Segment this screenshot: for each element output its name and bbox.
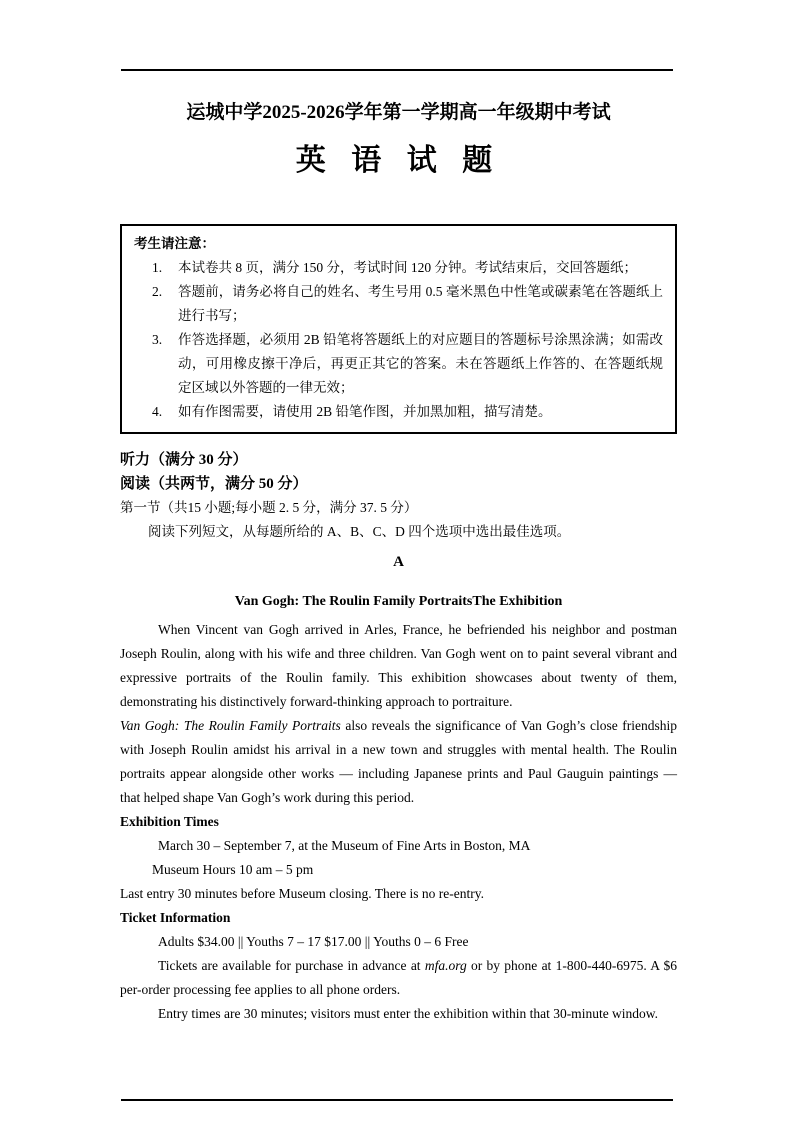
exam-subject-title: 英 语 试 题 — [295, 144, 502, 177]
listening-section-heading: 听力（满分 30 分） — [120, 452, 248, 468]
mfa-org-text: mfa.org — [424, 958, 467, 973]
reading-instruction-line: 阅读下列短文，从每题所给的 A、B、C、D 四个选项中选出最佳选项。 — [148, 524, 571, 539]
ticket-prices-line: Adults $34.00 || Youths 7 – 17 $17.00 || Youths 0 – 6 Free — [158, 934, 469, 949]
ticket-purchase-pre: Tickets are available for purchase in advance at — [158, 958, 425, 973]
notice-item-number: 3. — [152, 332, 163, 347]
entry-times-line: Entry times are 30 minutes; visitors must enter the exhibition within that 30-minute window. — [158, 1006, 659, 1021]
museum-hours-line: Museum Hours 10 am – 5 pm — [152, 862, 314, 877]
bottom-rule — [121, 1099, 673, 1101]
notice-item-1 — [152, 256, 663, 280]
notice-item-text: 本试卷共 8 页，满分 150 分，考试时间 120 分钟。考试结束后，交回答题纸； — [178, 260, 637, 275]
notice-item-text: 答题前，请务必将自己的姓名、考生号用 0.5 毫米黑色中性笔或碳素笔在答题纸上进行书写； — [178, 284, 663, 323]
notice-item-number: 1. — [152, 260, 163, 275]
ticket-purchase-post: or by phone at 1-800-440-6975. A $6 per-order processing fee applies to all phone orders. — [120, 958, 678, 997]
notice-item-text: 作答选择题，必须用 2B 铅笔将答题纸上的对应题目的答题标号涂黑涂满；如需改动，可用橡皮擦干净后，再更正其它的答案。未在答题纸上作答的、在答题纸规定区域以外答题的一律无效； — [178, 332, 663, 395]
passage-label: A — [393, 554, 404, 570]
passage-paragraph-2-text: also reveals the significance of Van Gogh’s close friendship with Joseph Roulin amidst his arrival in a new town and struggles with mental health. The Roulin portraits appear alongside other works — including Japanese prints and Paul Gauguin paintings — that helped shape Van Gogh’s work during this period. — [120, 718, 677, 805]
notice-item-number: 2. — [152, 284, 163, 299]
candidate-notice-box — [120, 224, 677, 434]
top-rule — [121, 69, 673, 71]
exhibition-times-heading: Exhibition Times — [120, 814, 219, 829]
notice-item-number: 4. — [152, 404, 163, 419]
exam-header-line: 运城中学2025-2026学年第一学期高一年级期中考试 — [186, 102, 611, 123]
passage-paragraph-1: When Vincent van Gogh arrived in Arles, France, he befriended his neighbor and postman Joseph Roulin, along with his wife and three children. Van Gogh went on to paint several vibrant and expressive portraits of the Roulin family. This exhibition showcases about twenty of them, demonstrating his distinctively forward-thinking approach to portraiture. — [120, 622, 677, 709]
ticket-purchase-paragraph — [120, 954, 677, 1002]
page-content — [120, 88, 677, 1026]
notice-item-4 — [152, 400, 663, 424]
notice-item-2 — [152, 280, 663, 328]
notice-heading: 考生请注意： — [134, 236, 215, 251]
passage-title: Van Gogh: The Roulin Family PortraitsThe Exhibition — [234, 594, 563, 609]
passage-paragraph-2-italic-title: Van Gogh: The Roulin Family Portraits — [120, 718, 341, 733]
reading-section-heading: 阅读（共两节，满分 50 分） — [120, 476, 308, 492]
notice-item-3 — [152, 328, 663, 400]
reading-part-line: 第一节（共15 小题;每小题 2. 5 分，满分 37. 5 分） — [120, 500, 418, 515]
exhibition-dates-line: March 30 – September 7, at the Museum of Fine Arts in Boston, MA — [158, 838, 531, 853]
notice-item-text: 如有作图需要，请使用 2B 铅笔作图，并加黑加粗，描写清楚。 — [178, 404, 552, 419]
last-entry-line: Last entry 30 minutes before Museum closing. There is no re-entry. — [120, 886, 485, 901]
ticket-information-heading: Ticket Information — [120, 910, 231, 925]
passage-paragraph-2 — [120, 714, 677, 810]
